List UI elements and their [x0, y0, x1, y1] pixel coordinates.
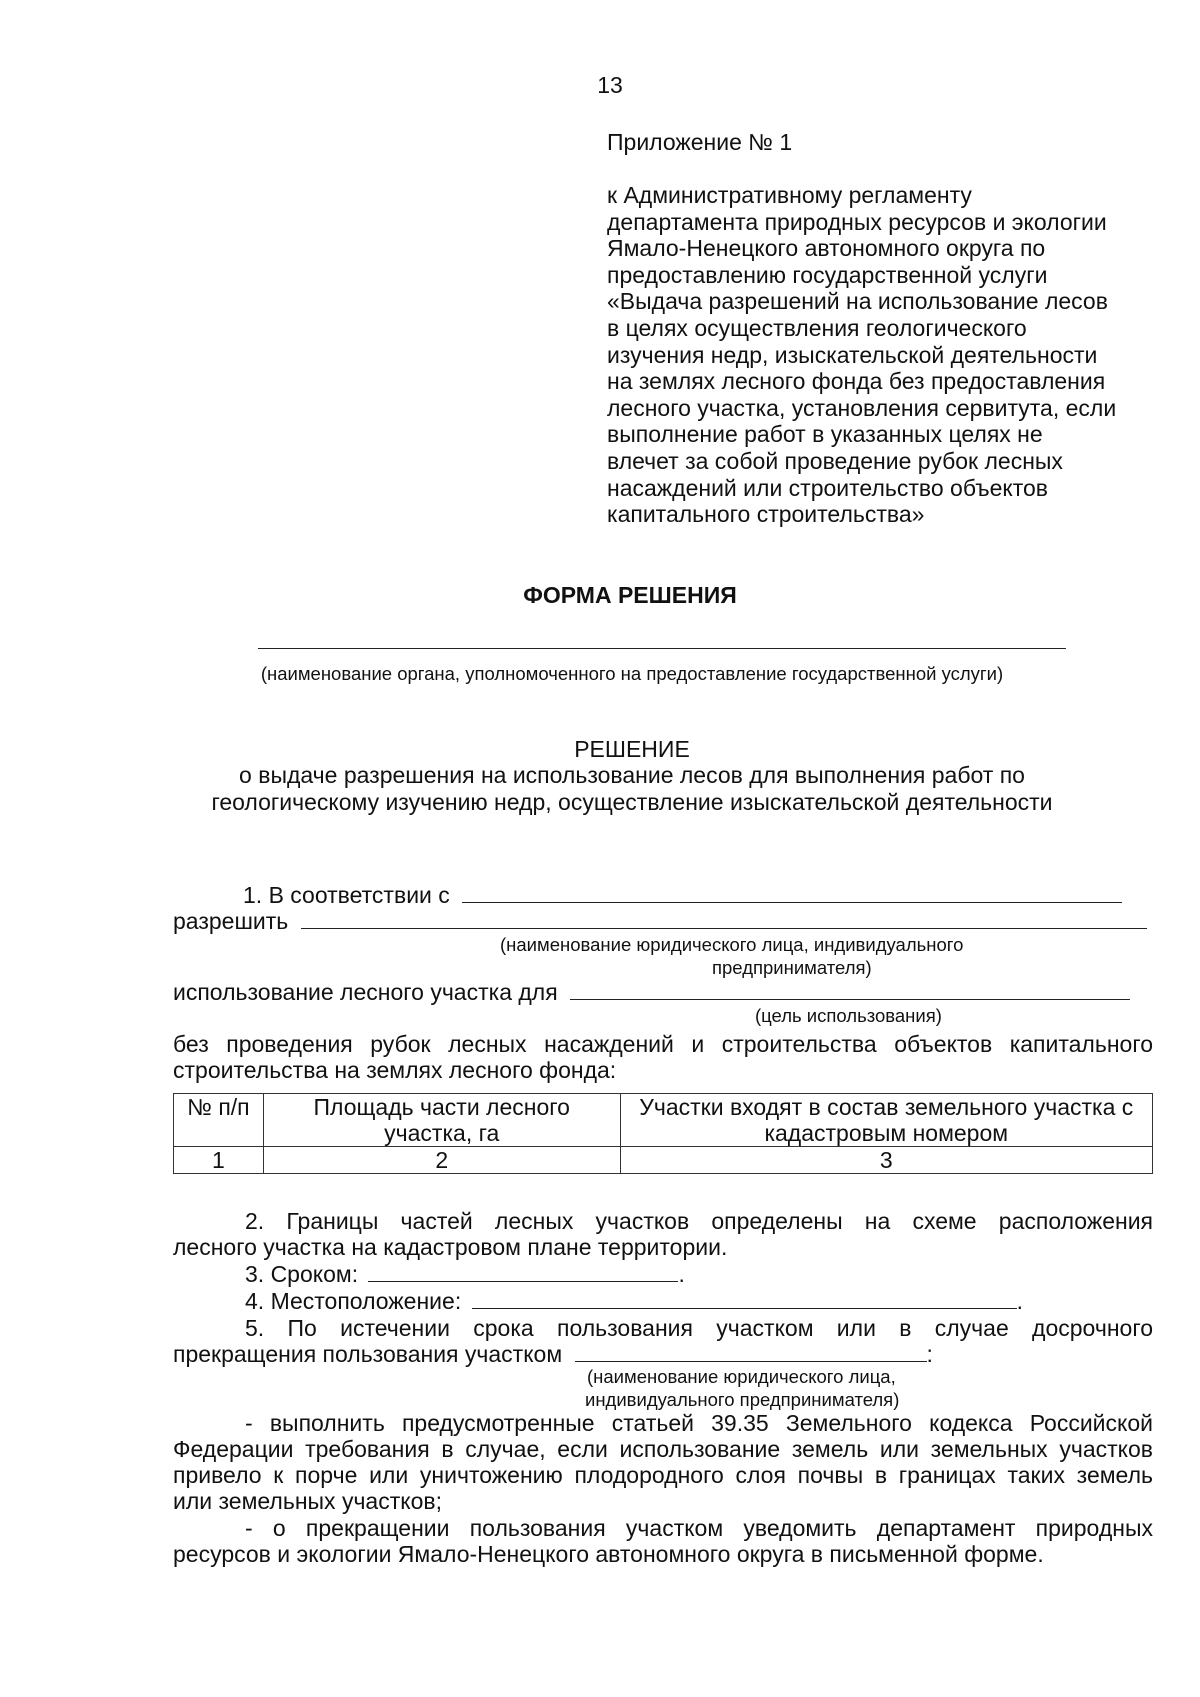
- annex-line: капитального строительства»: [607, 501, 925, 528]
- annex-title: Приложение № 1: [607, 129, 793, 155]
- item1-intro: 1. В соответствии с: [243, 882, 450, 908]
- annex-line: департамента природных ресурсов и экологии: [607, 208, 1107, 235]
- table-cell: 2: [263, 1147, 620, 1174]
- item5-caption-2: индивидуального предпринимателя): [585, 1389, 900, 1410]
- entity-blank-2[interactable]: [575, 1342, 927, 1362]
- table-cell: 3: [620, 1147, 1152, 1174]
- annex-line: в целях осуществления геологического: [607, 314, 1027, 341]
- location-label: 4. Местоположение:: [245, 1288, 462, 1314]
- bullet2-line-1: - о прекращении пользования участком уведомить департамент природных: [245, 1515, 1153, 1541]
- table-header-row: [174, 1094, 1153, 1147]
- permit-label: разрешить: [173, 908, 289, 934]
- item5-caption-1: (наименование юридического лица,: [587, 1366, 896, 1387]
- table-cell: 1: [174, 1147, 264, 1174]
- item5-line-1: 5. По истечении срока пользования участком или в случае досрочного: [245, 1315, 1153, 1341]
- term-blank[interactable]: [368, 1262, 678, 1282]
- annex-line: изучения недр, изыскательской деятельности: [607, 341, 1098, 368]
- item2-line-1: 2. Границы частей лесных участков определены на схеме расположения: [245, 1208, 1153, 1234]
- bullet1-line-3: привело к порче или уничтожению плодородного слоя почвы в границах таких земель: [173, 1462, 1153, 1488]
- annex-line: на землях лесного фонда без предоставления: [607, 368, 1106, 395]
- use-line: [173, 979, 1130, 1006]
- purpose-caption: (цель использования): [755, 1005, 942, 1026]
- annex-body: [607, 182, 1167, 528]
- entity-blank[interactable]: [301, 909, 1147, 929]
- decision-subtitle-line: о выдаче разрешения на использование лесов для выполнения работ по: [239, 762, 1025, 788]
- decision-subtitle: [0, 762, 1200, 816]
- annex-line: насаждений или строительство объектов: [607, 474, 1048, 501]
- annex-line: к Административному регламенту: [607, 182, 972, 208]
- page-number: 13: [597, 72, 623, 98]
- item3-line: 3. Сроком: .: [245, 1261, 685, 1287]
- item1-text-2: строительства на землях лесного фонда:: [173, 1057, 617, 1083]
- table-header-cell: № п/п: [174, 1094, 264, 1147]
- annex-line: «Выдача разрешений на использование лесов: [607, 288, 1108, 315]
- basis-blank[interactable]: [462, 883, 1122, 903]
- item5-line-2: прекращения пользования участком :: [173, 1341, 933, 1367]
- annex-line: выполнение работ в указанных целях не: [607, 421, 1043, 448]
- permit-line: [173, 908, 1147, 935]
- decision-subtitle-line: геологическому изучению недр, осуществление изыскательской деятельности: [211, 789, 1053, 815]
- org-name-caption: (наименование органа, уполномоченного на предоставление государственной услуги): [260, 663, 1004, 684]
- bullet1-line-1: - выполнить предусмотренные статьей 39.35 Земельного кодекса Российской: [245, 1410, 1153, 1436]
- form-title: ФОРМА РЕШЕНИЯ: [523, 582, 737, 608]
- table-header-cell: Участки входят в состав земельного участка с кадастровым номером: [620, 1094, 1152, 1147]
- item5-text: прекращения пользования участком: [173, 1341, 563, 1367]
- annex-line: влечет за собой проведение рубок лесных: [607, 447, 1063, 474]
- use-label: использование лесного участка для: [173, 979, 558, 1005]
- bullet1-line-4: или земельных участков;: [173, 1488, 442, 1514]
- bullet2-line-2: ресурсов и экологии Ямало-Ненецкого автономного округа в письменной форме.: [173, 1541, 1044, 1567]
- decision-title: РЕШЕНИЕ: [574, 736, 690, 762]
- table-header-cell: Площадь части лесного участка, га: [263, 1094, 620, 1147]
- table-row: [174, 1147, 1153, 1174]
- item1-line: [243, 882, 1122, 909]
- location-blank[interactable]: [472, 1289, 1017, 1309]
- term-label: 3. Сроком:: [245, 1261, 359, 1287]
- bullet1-line-2: Федерации требования в случае, если использование земель или земельных участков: [173, 1436, 1153, 1462]
- annex-line: Ямало-Ненецкого автономного округа по: [607, 235, 1046, 262]
- entity-caption-2: предпринимателя): [712, 957, 872, 978]
- item2-line-2: лесного участка на кадастровом плане территории.: [173, 1234, 728, 1260]
- item1-text-1: без проведения рубок лесных насаждений и строительства объектов капитального: [173, 1031, 1153, 1057]
- item4-line: 4. Местоположение: .: [245, 1288, 1023, 1314]
- annex-line: предоставлению государственной услуги: [607, 261, 1048, 288]
- plots-table: [173, 1093, 1153, 1174]
- entity-caption-1: (наименование юридического лица, индивидуального: [500, 934, 964, 955]
- annex-line: лесного участка, установления сервитута, если: [607, 394, 1117, 421]
- org-name-blank[interactable]: [258, 648, 1066, 649]
- purpose-blank[interactable]: [570, 980, 1130, 1000]
